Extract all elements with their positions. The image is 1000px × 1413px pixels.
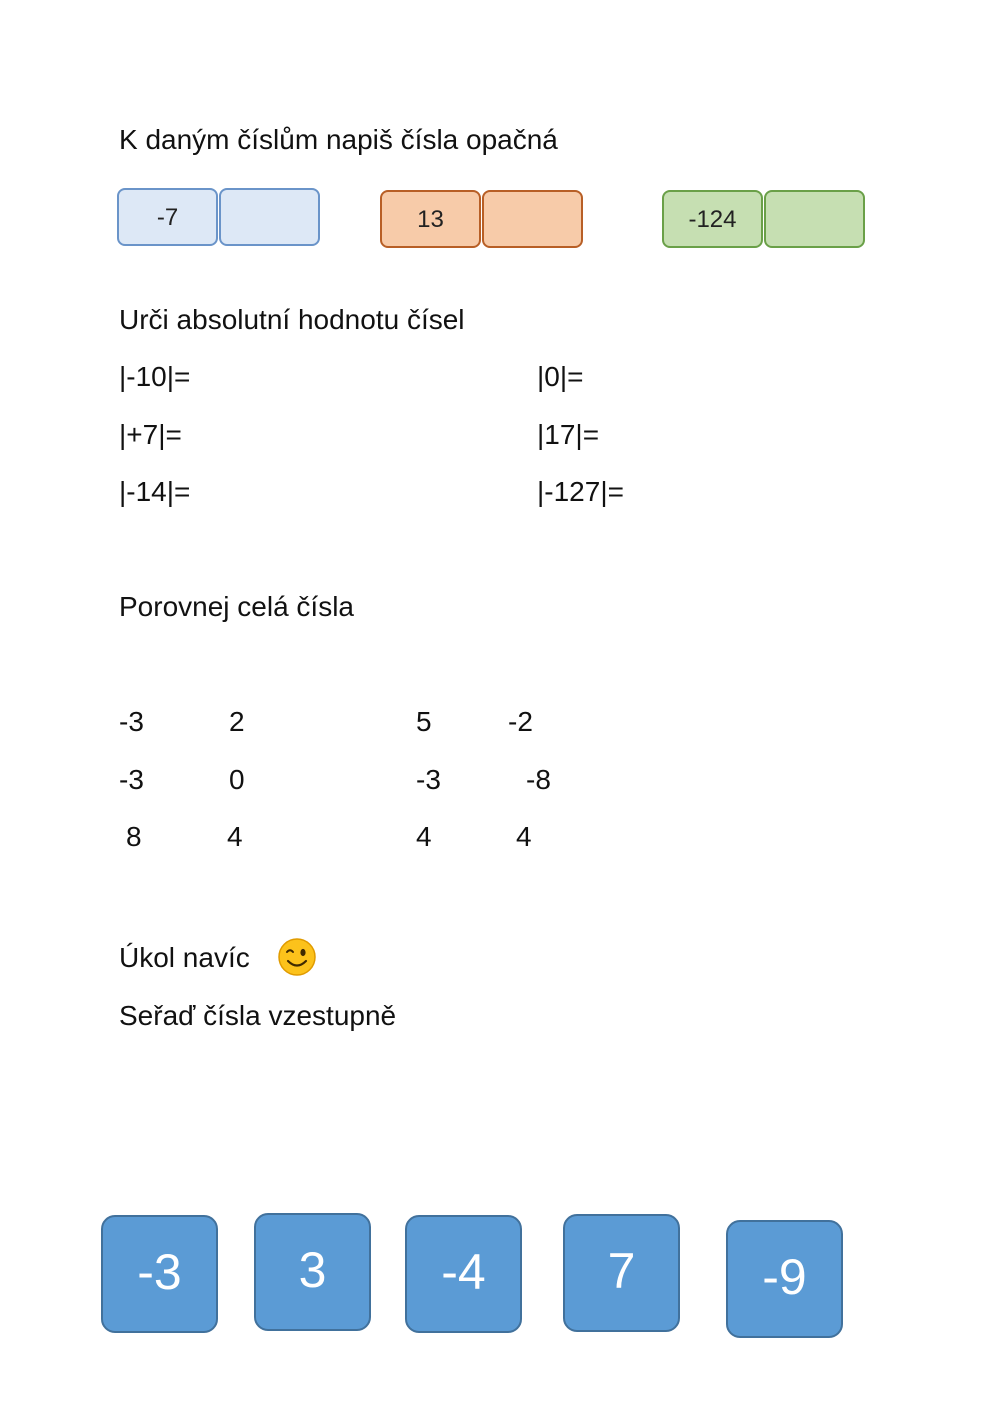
section1-title: K daným číslům napiš čísla opačná	[119, 124, 558, 155]
abs-left-1: |-10|=	[119, 361, 191, 392]
sort-tile-4[interactable]: 7	[563, 1214, 680, 1332]
compare-r2-b: 0	[229, 764, 245, 795]
compare-r2-a: -3	[119, 764, 144, 795]
compare-r1-a: -3	[119, 706, 144, 737]
opposite-given-3: -124	[662, 190, 763, 248]
sort-tile-3[interactable]: -4	[405, 1215, 522, 1333]
abs-left-2: |+7|=	[119, 419, 182, 450]
opposite-given-2: 13	[380, 190, 481, 248]
winking-face-icon	[277, 937, 317, 977]
opposite-answer-3[interactable]	[764, 190, 865, 248]
section4-subtitle: Seřaď čísla vzestupně	[119, 1000, 397, 1031]
compare-r2-c: -3	[416, 764, 441, 795]
section2-title: Urči absolutní hodnotu čísel	[119, 304, 465, 335]
compare-r2-d: -8	[526, 764, 551, 795]
compare-r3-c: 4	[416, 821, 432, 852]
compare-r1-d: -2	[508, 706, 533, 737]
section4-title: Úkol navíc	[119, 942, 250, 973]
opposite-answer-1[interactable]	[219, 188, 320, 246]
abs-right-2: |17|=	[537, 419, 600, 450]
sort-tile-5[interactable]: -9	[726, 1220, 843, 1338]
abs-right-3: |-127|=	[537, 476, 624, 507]
compare-r3-d: 4	[516, 821, 532, 852]
compare-r1-b: 2	[229, 706, 245, 737]
opposite-answer-2[interactable]	[482, 190, 583, 248]
abs-right-1: |0|=	[537, 361, 584, 392]
compare-r1-c: 5	[416, 706, 432, 737]
sort-tile-1[interactable]: -3	[101, 1215, 218, 1333]
compare-r3-a: 8	[126, 821, 142, 852]
opposite-given-1: -7	[117, 188, 218, 246]
sort-tile-2[interactable]: 3	[254, 1213, 371, 1331]
compare-r3-b: 4	[227, 821, 243, 852]
abs-left-3: |-14|=	[119, 476, 191, 507]
section3-title: Porovnej celá čísla	[119, 591, 355, 622]
